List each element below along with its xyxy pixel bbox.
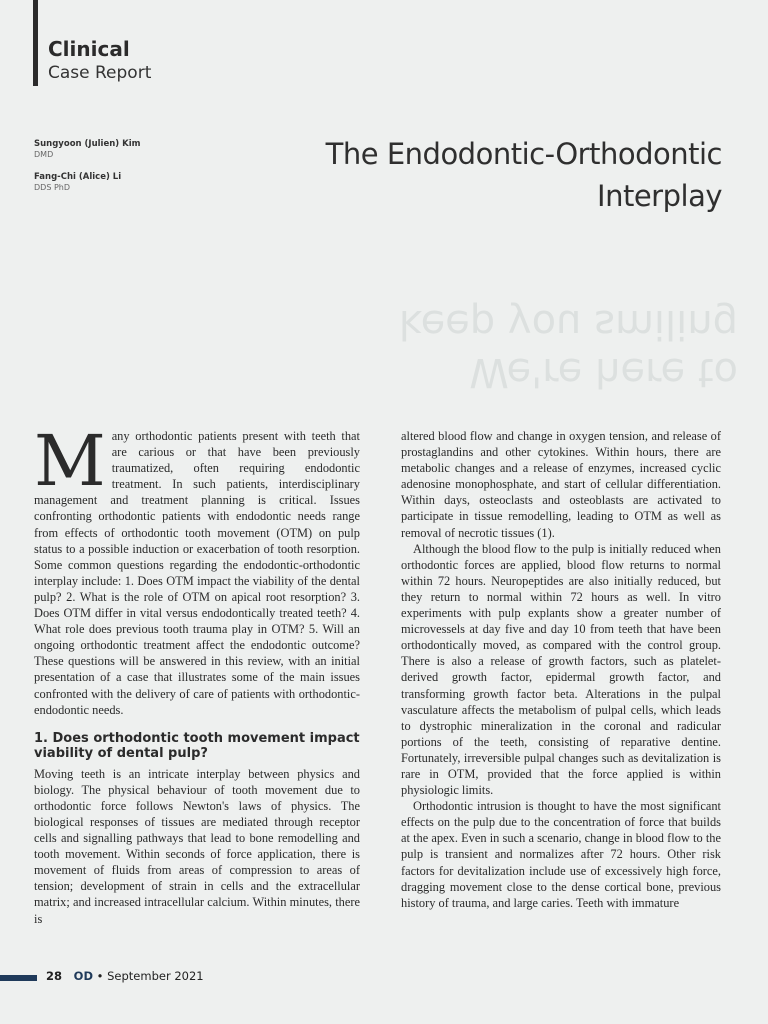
author-name: Fang-Chi (Alice) Li [34,172,122,182]
article-title [326,133,722,217]
section-title: Clinical [48,37,130,61]
intro-paragraph [34,420,360,718]
ghost-line-2: keep you smiling [398,301,738,347]
page-footer [46,969,204,983]
ghost-line-1: We're here to [469,349,738,395]
footer-separator: • [96,969,104,983]
section-rule [33,0,38,86]
left-column [34,420,360,927]
author-name: Sungyoon (Julien) Kim [34,139,141,149]
section-label [48,36,151,84]
right-paragraph-2: Although the blood flow to the pulp is initially reduced when orthodontic forces are applied, blood flow returns to normal within 72 hours. Neuropeptides are also initially reduced, but they return to normal within 72 hours as well. In vitro experiments with pulp explants show a greater number of microvessels at day five and day 10 from teeth that have been orthodontically moved, as compared with the control group. There is also a release of growth factors, such as platelet-derived growth factor, epidermal growth factor, and transforming growth factor beta. Alterations in the pulpal vasculature affects the metabolism of pulpal cells, which leads to dystrophic mineralization in the coronal and radicular portions of the teeth, consisting of reparative dentine. Fortunately, irreversible pulpal changes such as devitalization is rare in OTM, provided that the force applied is within physiologic limits. [401,541,721,798]
right-paragraph-1: altered blood flow and change in oxygen tension, and release of prostaglandins and other cytokines. Within hours, there are metabolic changes and a release of enzymes, increased cyclic adenosine monophosphate, and start of cellular differentiation. Within days, osteoclasts and osteoblasts are activated to participate in tissue remodelling, leading to OTM as well as removal of necrotic tissues (1). [401,429,721,540]
intro-text: any orthodontic patients present with teeth that are carious or that have been previously traumatized, often requiring endodontic treatment. In such patients, interdisciplinary management and treatment planning is critical. Issues confronting orthodontic patients with endodontic needs range from effects of orthodontic tooth movement (OTM) on pulp status to a possible induction or exacerbation of tooth resorption. Some common questions regarding the endodontic-orthodontic interplay include: 1. Does OTM impact the viability of the dental pulp? 2. What is the role of OTM on apical root resorption? 3. Does OTM differ in vital versus endodontically treated teeth? 4. What role does previous tooth trauma play in OTM? 5. Will an ongoing orthodontic treatment affect the endodontic outcome? These questions will be answered in this review, with an initial presentation of a case that illustrates some of the main issues confronted with the delivery of care of patients with orthodontic-endodontic needs. [34,429,360,717]
show-through-text [399,300,738,396]
title-line-2: Interplay [597,179,722,213]
author-degree: DMD [34,150,54,159]
right-column [401,428,721,911]
right-paragraph-3: Orthodontic intrusion is thought to have the most significant effects on the pulp due to the concentration of force that builds at the apex. Even in such a scenario, change in blood flow to the pulp is transient and normalizes after 72 hours. Other risk factors for devitalization include use of excessively high force, dragging movement close to the dense cortical bone, previous history of trauma, and large caries. Teeth with immature [401,799,721,910]
author-degree: DDS PhD [34,183,70,192]
author-1 [34,139,140,160]
footer-bar [0,975,37,981]
author-2 [34,172,121,193]
section-1-heading: 1. Does orthodontic tooth movement impact viability of dental pulp? [34,730,360,762]
section-1-paragraph: Moving teeth is an intricate interplay between physics and biology. The physical behaviour of tooth movement due to orthodontic force follows Newton's laws of physics. The biological responses of tissues are mediated through receptor cells and signalling pathways that lead to bone remodelling and tooth movement. Within seconds of force application, there is movement of fluids from areas of compression to areas of tension; development of strain in cells and the extracellular matrix; and increased intracellular calcium. Within minutes, there is [34,766,360,926]
section-subtitle: Case Report [48,63,152,83]
drop-cap: M [34,420,106,502]
issue-date: September 2021 [107,969,204,983]
magazine-name: OD [73,969,93,983]
title-line-1: The Endodontic-Orthodontic [325,137,722,171]
page-number: 28 [46,969,63,983]
